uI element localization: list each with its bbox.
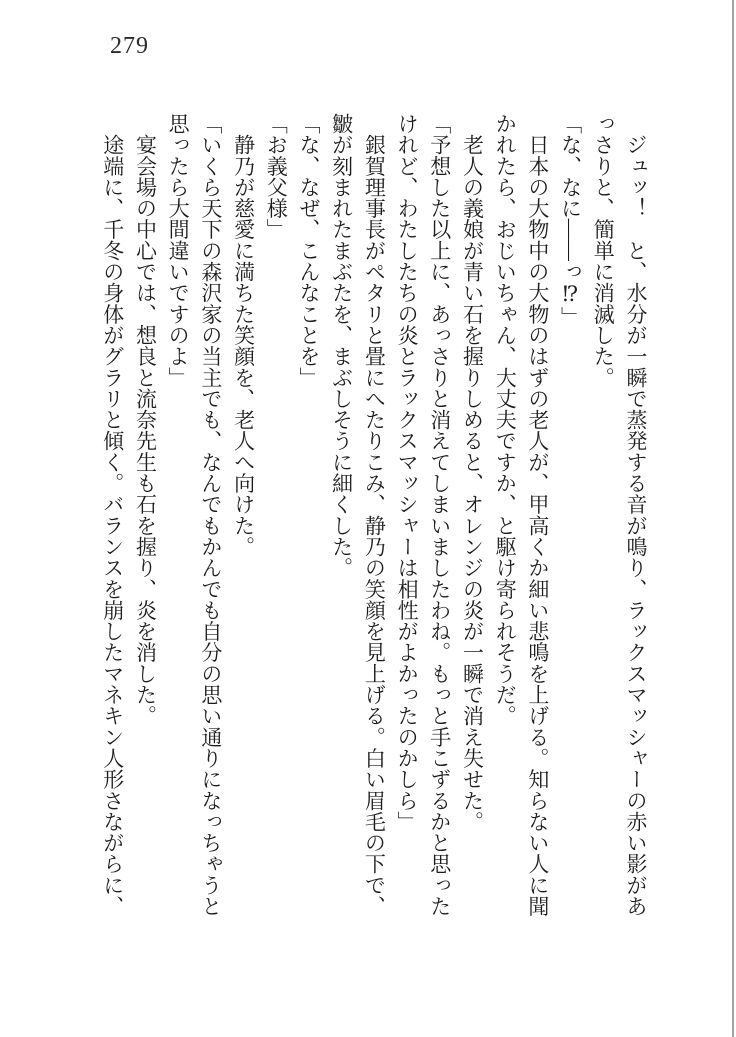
- text-column: かれたら、おじいちゃん、大丈夫ですか、と駆け寄られそうだ。: [493, 113, 518, 727]
- text-column: 宴会場の中心では、想良と流奈先生も石を握り、炎を消した。: [133, 113, 158, 727]
- text-column: 「予想した以上に、あっさりと消えてしまいましたわね。もっと手こずるかと思った: [427, 113, 452, 917]
- text-column: 「な、なぜ、こんなことを」: [296, 113, 321, 388]
- text-column: ジュッ！ と、水分が一瞬で蒸発する音が鳴り、ラックスマッシャーの赤い影があ: [624, 113, 648, 917]
- text-column: 「お義父様」: [264, 113, 289, 240]
- text-column: 「な、なに――っ⁉」: [558, 113, 583, 328]
- text-column: っさりと、簡単に消滅した。: [591, 113, 616, 388]
- text-column: 老人の義娘が青い石を握りしめると、オレンジの炎が一瞬で消え失せた。: [460, 113, 485, 833]
- text-column: 日本の大物中の大物のはずの老人が、甲高くか細い悲鳴を上げる。知らない人に聞: [525, 113, 550, 917]
- text-column: 銀賀理事長がペタリと畳にへたりこみ、静乃の笑顔を見上げる。白い眉毛の下で、: [362, 113, 387, 917]
- text-column: 皺が刻まれたまぶたを、まぶしそうに細くした。: [329, 113, 354, 579]
- text-column: けれど、わたしたちの炎とラックスマッシャーは相性がよかったのかしら」: [395, 113, 420, 833]
- text-column: 思ったら大間違いですのよ」: [166, 113, 191, 388]
- page-edge-line: [732, 0, 734, 1037]
- vertical-text-block: [96, 113, 652, 919]
- text-column: 途端に、千冬の身体がグラリと傾く。バランスを崩したマネキン人形さながらに、: [100, 113, 125, 917]
- text-column: 「いくら天下の森沢家の当主でも、なんでもかんでも自分の思い通りになっちゃうと: [198, 113, 223, 917]
- text-column: 静乃が慈愛に満ちた笑顔を、老人へ向けた。: [231, 113, 256, 558]
- page-number: 279: [110, 33, 149, 59]
